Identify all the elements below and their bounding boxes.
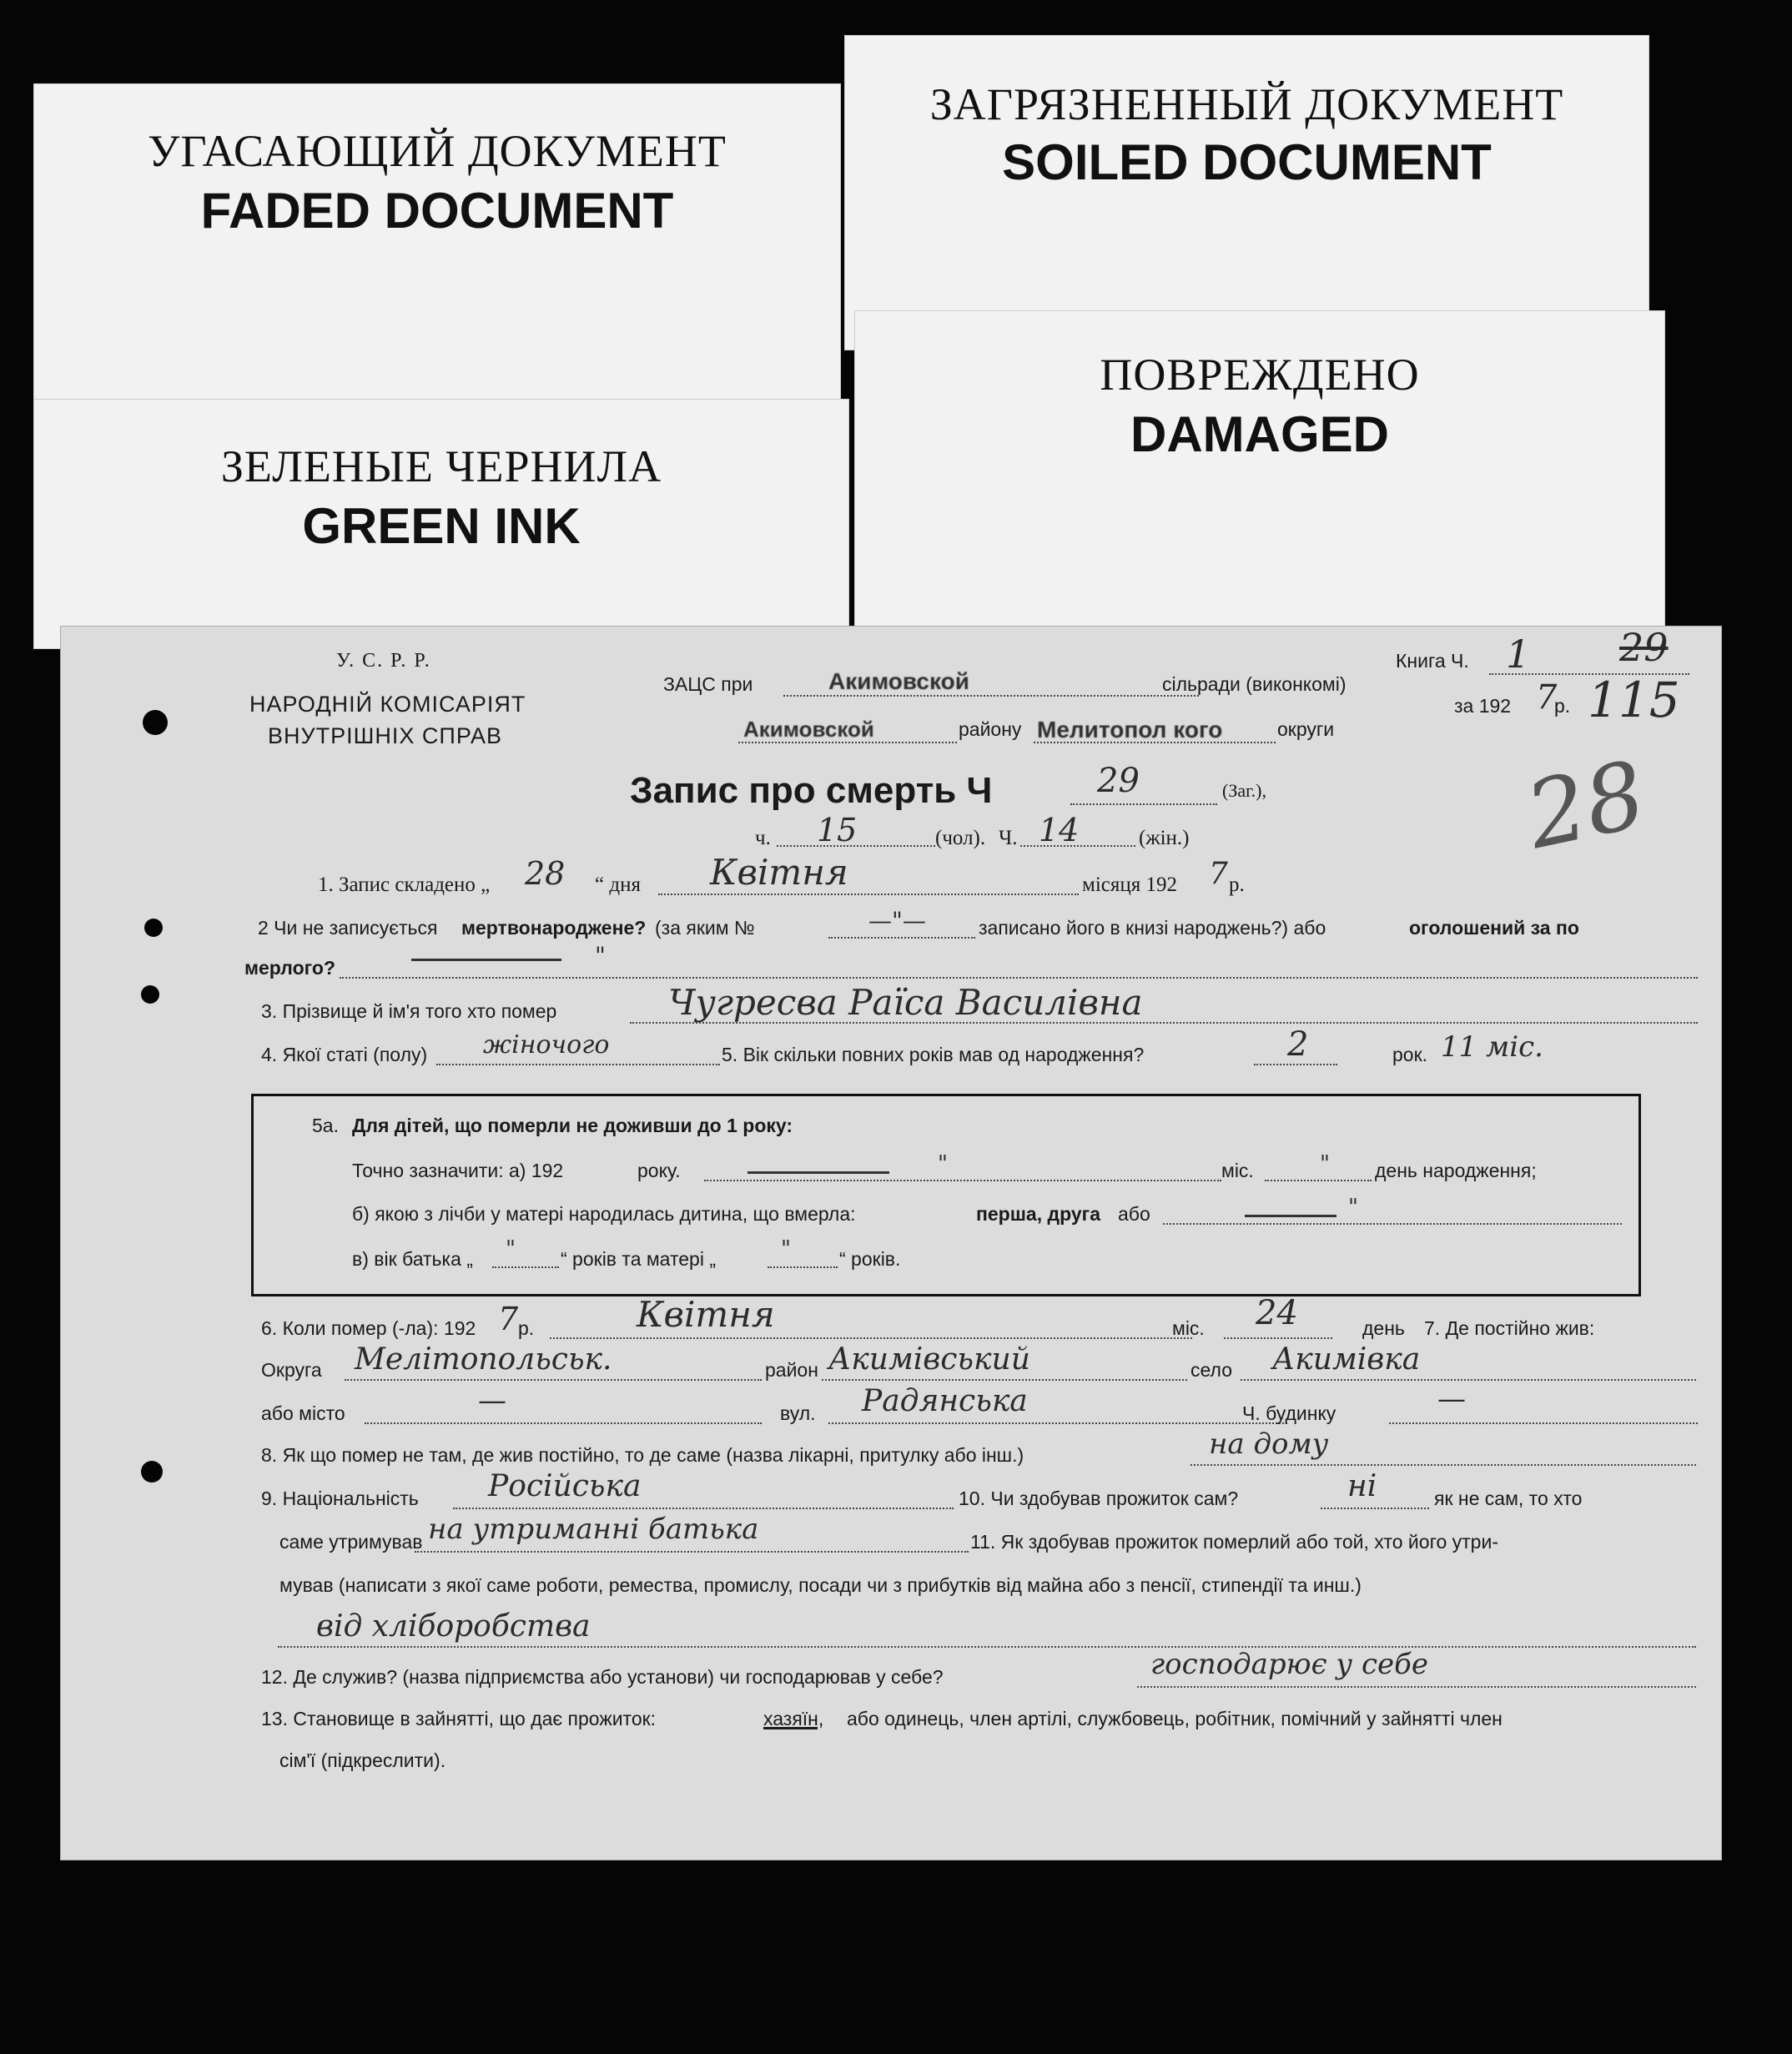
f10b-label: саме утримував [279, 1531, 423, 1553]
f5a-a-line [704, 1180, 1221, 1181]
f8-label: 8. Як що помер не там, де жив постійно, то де саме (назва лікарні, притулку або інш.) [261, 1444, 1024, 1466]
f5a-b: б) якою з лічби у матері народилась дитина, що вмерла: [352, 1203, 856, 1225]
f5a-a: Точно зазначити: а) 192 [352, 1160, 564, 1181]
okrug-line [1034, 742, 1276, 743]
f3-line [630, 1022, 1698, 1024]
female-line [1020, 845, 1135, 847]
male-line [777, 845, 935, 847]
soiled-document-card [844, 35, 1649, 350]
female-count: 14 [1039, 812, 1080, 848]
silrady-label: сільради (виконкомі) [1162, 673, 1347, 695]
misto-line [365, 1422, 762, 1424]
f10b-line [415, 1551, 969, 1553]
book-number-crossed: 29 [1619, 625, 1669, 670]
green-ink-card [33, 399, 849, 649]
okruga-line [345, 1379, 762, 1381]
f1-r: р. [1229, 873, 1245, 896]
punch-hole [144, 919, 163, 937]
book-label: Книга Ч. [1396, 650, 1469, 672]
f4-sex: жіночого [483, 1030, 610, 1060]
record-number: 29 [1097, 762, 1140, 800]
zhin-label: (жін.) [1139, 827, 1190, 849]
book-number: 1 [1506, 632, 1531, 677]
handwritten-115: 115 [1588, 672, 1680, 728]
okruga-value: Мелітопольськ. [355, 1342, 612, 1377]
f5a-v-mid: “ років та матері „ [561, 1248, 716, 1270]
f5-line [1254, 1064, 1337, 1065]
f5a-b-dash [1245, 1215, 1336, 1217]
f13-owner: хазяїн, [763, 1708, 824, 1729]
raion-label: району [959, 718, 1022, 740]
ch1-label: ч. [755, 827, 771, 849]
f2-value2: " [595, 942, 606, 969]
damaged-card [854, 310, 1665, 627]
f10-end: як не сам, то хто [1434, 1488, 1583, 1509]
f5-rok: рок. [1392, 1044, 1428, 1065]
year-r: р. [1554, 695, 1571, 717]
f2-bold2: оголошений за по [1409, 917, 1579, 939]
f5a-v-mother: " [781, 1236, 791, 1261]
f5a-v: в) вік батька „ [352, 1248, 473, 1270]
zags-line [783, 695, 1199, 697]
f6-r: р. [518, 1317, 535, 1339]
punch-hole [141, 985, 159, 1004]
f6-day-line [1224, 1337, 1332, 1339]
f2-text: (за яким № [655, 917, 755, 939]
male-count: 15 [817, 812, 858, 848]
f6-label: 6. Коли помер (-ла): 192 [261, 1317, 476, 1339]
f6-month-line [550, 1337, 1192, 1339]
selo-value: Акимівка [1272, 1342, 1421, 1377]
f9-value: Російська [488, 1469, 642, 1503]
green-ink-label-ru: ЗЕЛЕНЫЕ ЧЕРНИЛА [220, 441, 662, 491]
f2-bold: мертвонароджене? [461, 917, 647, 939]
f8-value: на дому [1209, 1427, 1329, 1461]
raion-field-label: район [765, 1359, 818, 1381]
infant-section-box [251, 1094, 1641, 1296]
f1-label: 1. Запис складено „ [318, 873, 491, 896]
f1-end: місяця 192 [1082, 873, 1177, 896]
f2-bold3: мерлого? [244, 957, 336, 979]
f5a-v-end: “ років. [839, 1248, 901, 1270]
record-number-line [1070, 803, 1217, 805]
f3-label: 3. Прізвище й ім'я того хто помер [261, 1000, 557, 1022]
misto-value: — [478, 1384, 506, 1417]
f11-line2: мував (написати з якої саме роботи, ремества, промислу, посади чи з прибутків від майна або з пенсії, стипендії та инш.) [279, 1574, 1362, 1596]
f5a-v-mother-line [768, 1266, 838, 1268]
f8-line [1190, 1464, 1696, 1466]
f5-label: 5. Вік скільки повних років мав од народження? [722, 1044, 1145, 1065]
commissariat-line1: НАРОДНІЙ КОМІСАРІЯТ [249, 692, 526, 717]
f6-year: 7 [498, 1301, 519, 1337]
f6-den: день [1362, 1317, 1405, 1339]
f2-dash [411, 959, 561, 961]
f7-label: 7. Де постійно жив: [1424, 1317, 1595, 1339]
f5a-mis-value: " [1320, 1151, 1330, 1176]
f5a-dash [748, 1171, 889, 1174]
faded-label-ru: УГАСАЮЩИЙ ДОКУМЕНТ [148, 126, 727, 176]
okrug-stamp: Мелитопол кого [1037, 717, 1223, 743]
okruga-label: Округа [261, 1359, 322, 1381]
f11-label: 11. Як здобував прожиток померлий або той, хто його утри- [970, 1531, 1498, 1553]
raion-field-line [822, 1379, 1187, 1381]
f2-value: —"— [868, 907, 926, 934]
f5a-b-value: " [1348, 1195, 1358, 1220]
f11-line [278, 1646, 1696, 1648]
f13-line2: сім'ї (підкреслити). [279, 1749, 446, 1771]
f5a-label: 5а. [312, 1115, 339, 1136]
f2-label: 2 Чи не записується [258, 917, 438, 939]
f1-mid: “ дня [595, 873, 641, 896]
zag-label: (Заг.), [1222, 780, 1266, 801]
misto-label: або місто [261, 1402, 345, 1424]
f5a-mis: міс. [1221, 1160, 1254, 1181]
f9-line [453, 1508, 954, 1509]
f5a-den: день народження; [1375, 1160, 1537, 1181]
f5a-mis-line [1265, 1180, 1372, 1181]
f5a-a-value: " [938, 1151, 948, 1176]
f6-month: Квітня [637, 1294, 775, 1335]
vul-label: вул. [780, 1402, 816, 1424]
death-record-form [60, 626, 1722, 1860]
budynok-label: Ч. будинку [1242, 1402, 1336, 1424]
ussr-header: У. С. Р. Р. [336, 650, 431, 672]
raion-line [738, 742, 957, 743]
raion-stamp: Акимовской [743, 717, 874, 742]
handwritten-side-number: 28 [1518, 740, 1654, 870]
year-digit: 7 [1536, 678, 1558, 717]
f10-label: 10. Чи здобував прожиток сам? [959, 1488, 1239, 1509]
soiled-label-ru: ЗАГРЯЗНЕННЫЙ ДОКУМЕНТ [929, 79, 1564, 129]
vul-value: Радянська [862, 1384, 1028, 1418]
green-ink-label-en: GREEN INK [302, 498, 581, 554]
okrug-label: округи [1277, 718, 1335, 740]
soiled-label-en: SOILED DOCUMENT [1002, 134, 1492, 190]
chol-label: (чол). [935, 827, 986, 849]
f1-month: Квітня [710, 852, 848, 893]
ch2-label: Ч. [999, 827, 1018, 849]
f5a-v-father: " [506, 1236, 516, 1261]
f2-number-line [828, 937, 975, 939]
f13-rest: або одинець, член артілі, службовець, робітник, помічний у зайнятті член [847, 1708, 1503, 1729]
f5a-b-line [1163, 1223, 1622, 1225]
f6-mis: міс. [1172, 1317, 1205, 1339]
f12-label: 12. Де служив? (назва підприємства або установи) чи господарював у себе? [261, 1666, 944, 1688]
vul-line [828, 1422, 1287, 1424]
f6-day: 24 [1256, 1294, 1298, 1332]
f12-line [1137, 1686, 1696, 1688]
f5a-b-bold: перша, друга [976, 1203, 1100, 1225]
f5a-heading: Для дітей, що померли не доживши до 1 року: [352, 1115, 793, 1136]
f5a-rok: року. [637, 1160, 681, 1181]
f11-value: від хліборобства [316, 1609, 591, 1644]
selo-label: село [1190, 1359, 1232, 1381]
record-title: Запис про смерть Ч [630, 770, 993, 811]
punch-hole [143, 710, 168, 735]
f10-value: ні [1347, 1469, 1377, 1503]
f10b-value: на утриманні батька [428, 1513, 759, 1546]
f10-line [1321, 1508, 1429, 1509]
damaged-label-ru: ПОВРЕЖДЕНО [1100, 350, 1420, 400]
selo-line [1241, 1379, 1696, 1381]
f5-years: 2 [1287, 1025, 1309, 1064]
faded-label-en: FADED DOCUMENT [200, 183, 674, 239]
f2-text2: записано його в книзі народжень?) або [979, 917, 1326, 939]
f1-year: 7 [1209, 857, 1228, 891]
f12-value: господарює у себе [1150, 1648, 1428, 1681]
faded-document-card [33, 83, 841, 417]
punch-hole [141, 1461, 163, 1483]
f3-name: Чугресва Раїса Василівна [668, 982, 1143, 1023]
f5a-b-end: або [1118, 1203, 1150, 1225]
budynok-value: — [1437, 1382, 1466, 1416]
f9-label: 9. Національність [261, 1488, 419, 1509]
f1-month-line [658, 894, 1079, 895]
f2-line [340, 977, 1698, 979]
f5-months: 11 міс. [1441, 1030, 1543, 1064]
zags-stamp: Акимовской [828, 668, 969, 694]
f4-label: 4. Якої статі (полу) [261, 1044, 428, 1065]
zags-label: ЗАЦС при [663, 673, 753, 695]
commissariat-line2: ВНУТРІШНІХ СПРАВ [268, 723, 503, 748]
raion-field-value: Акимівський [828, 1342, 1030, 1377]
f4-line [436, 1064, 720, 1065]
f1-day: 28 [525, 855, 566, 892]
f5a-v-father-line [492, 1266, 559, 1268]
budynok-line [1389, 1422, 1698, 1424]
damaged-label-en: DAMAGED [1130, 406, 1389, 462]
f13-label: 13. Становище в зайнятті, що дає прожиток: [261, 1708, 657, 1729]
year-label: за 192 [1454, 695, 1512, 717]
